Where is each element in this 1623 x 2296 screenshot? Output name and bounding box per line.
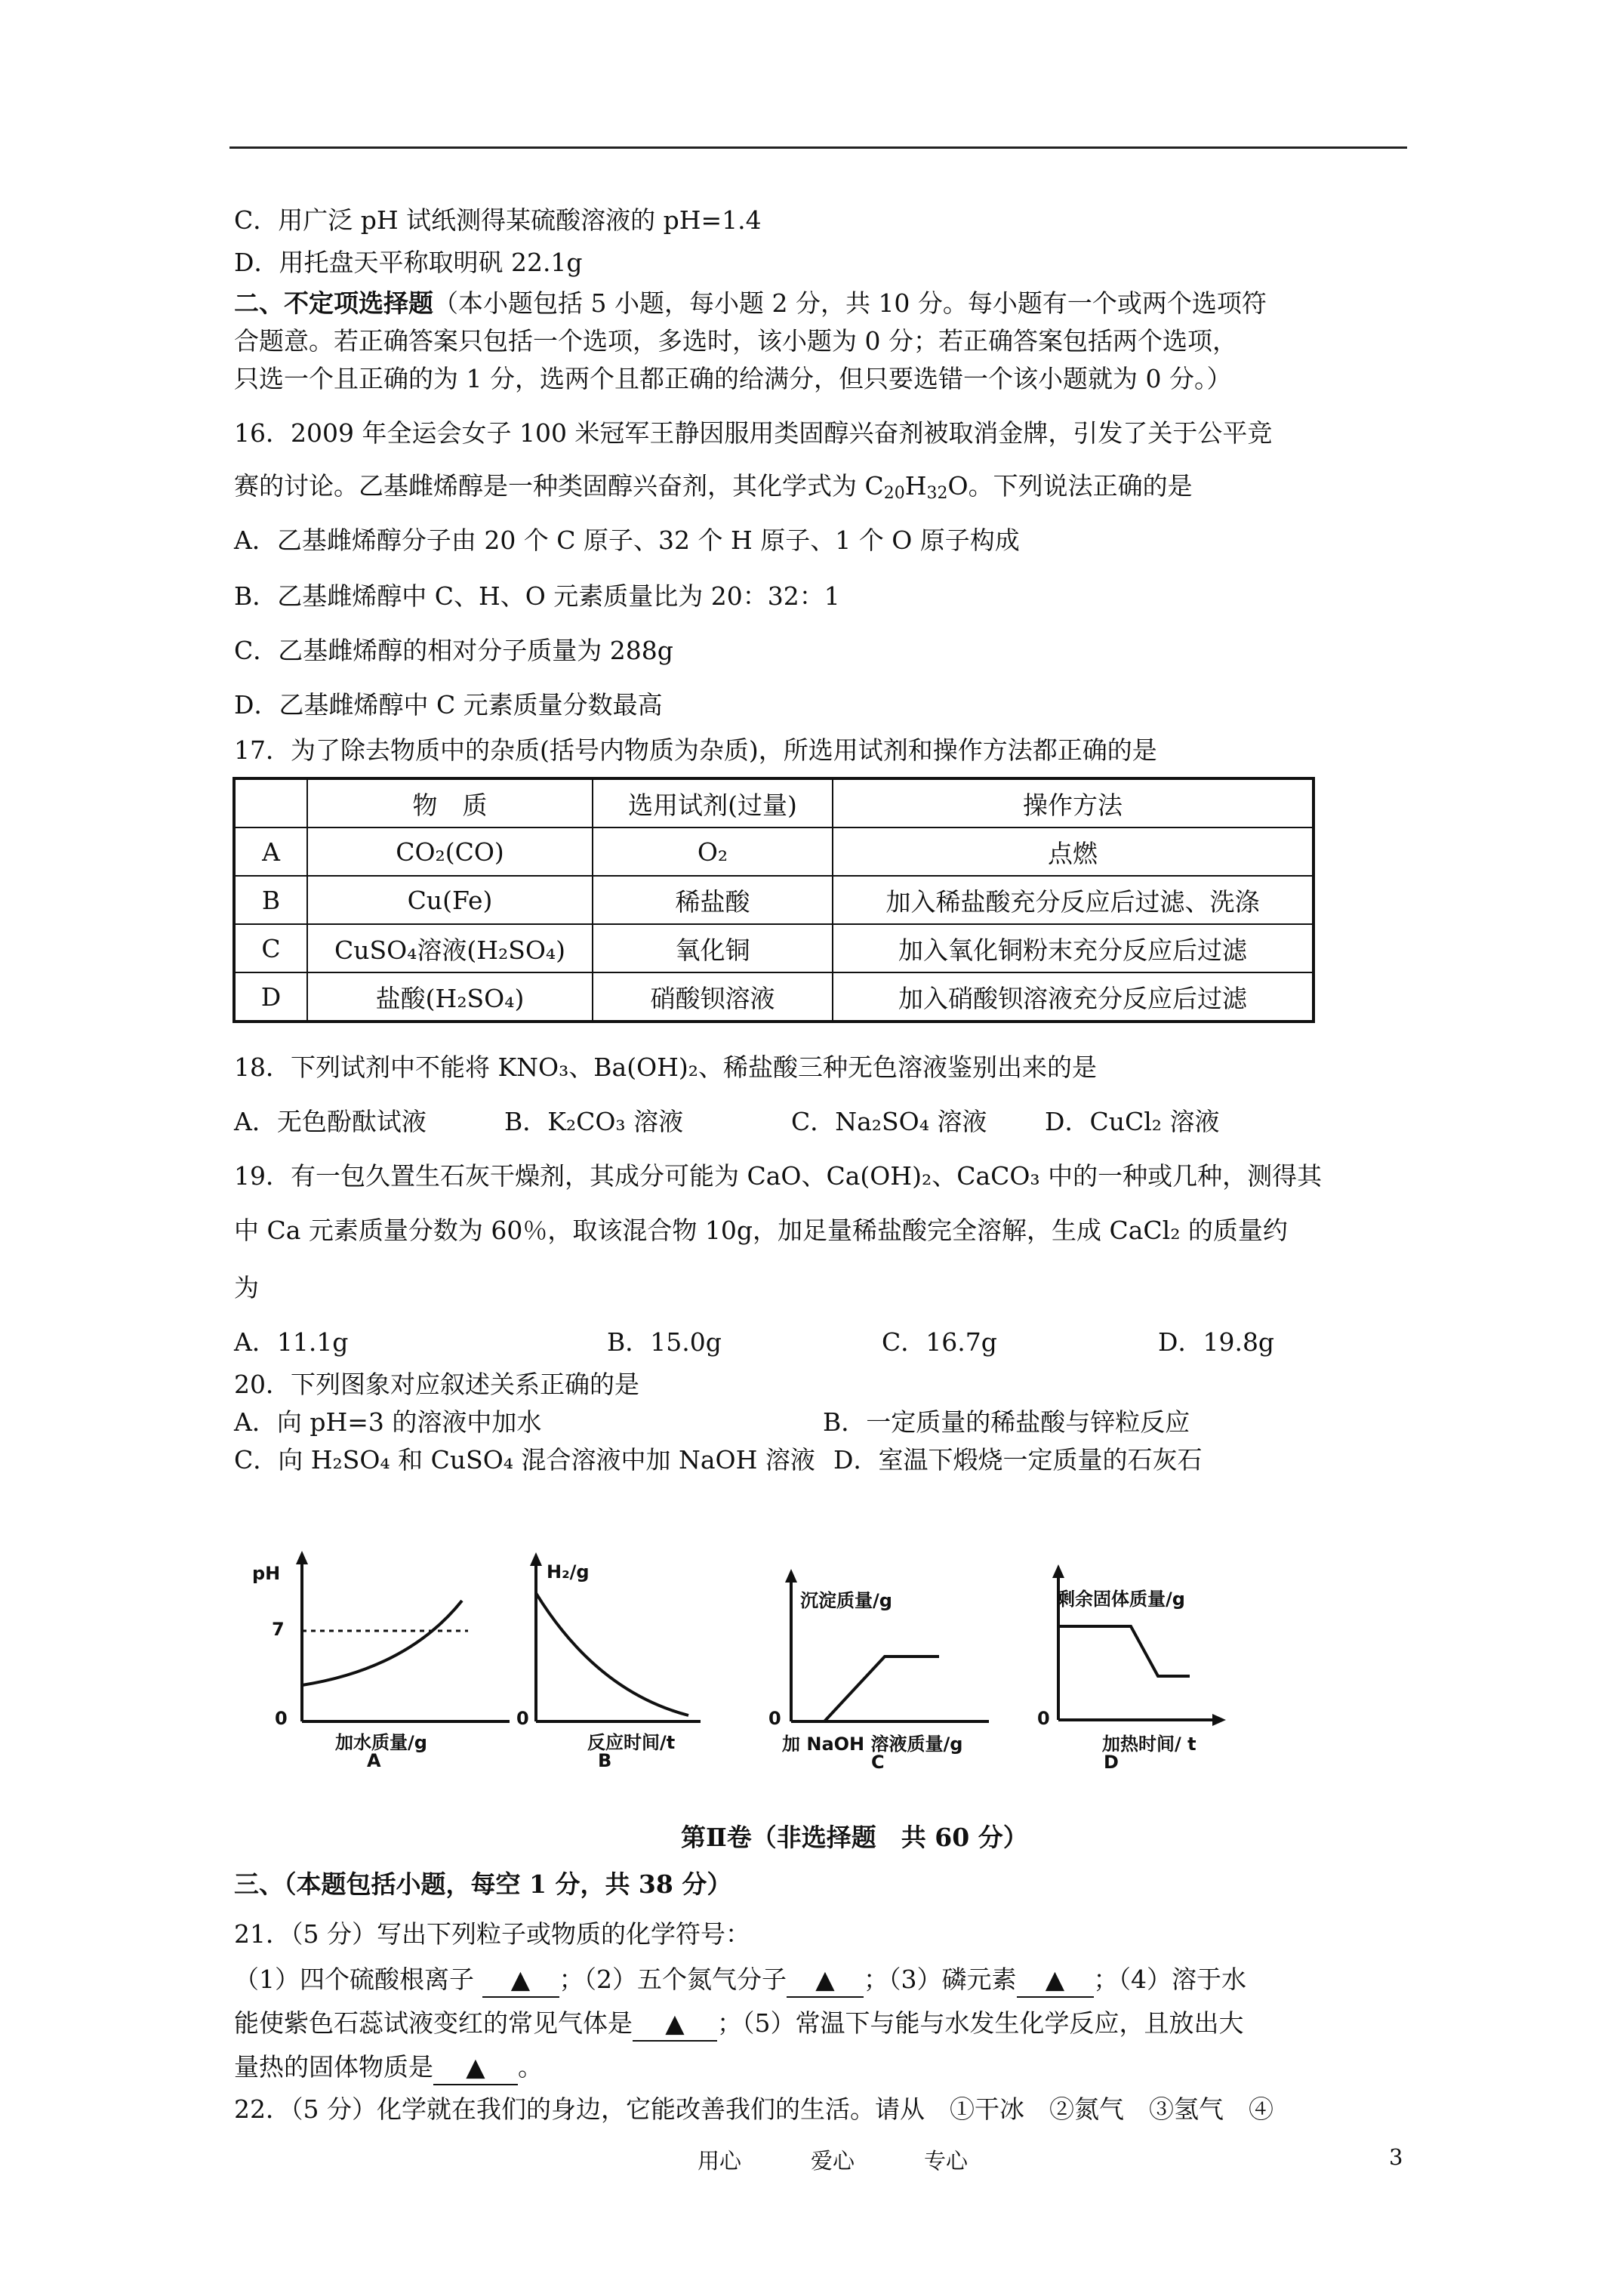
q17-table xyxy=(233,777,1315,1023)
table-cell: B xyxy=(234,876,307,924)
q16-option-d: D．乙基雌烯醇中 C 元素质量分数最高 xyxy=(234,690,663,720)
table-row xyxy=(234,972,1313,1022)
q15-option-c: C．用广泛 pH 试纸测得某硫酸溶液的 pH=1.4 xyxy=(234,205,762,235)
table-cell: 点燃 xyxy=(833,827,1313,876)
graph-b-xlabel: 反应时间/t xyxy=(587,1732,676,1753)
table-cell: A xyxy=(234,827,307,876)
part2-heading: 第Ⅱ卷（非选择题 共 60 分） xyxy=(681,1823,1028,1852)
footer-text-1: 用心 xyxy=(698,2148,742,2174)
graph-c-ylabel: 沉淀质量/g xyxy=(800,1590,892,1611)
answer-blank-5[interactable]: ▲ xyxy=(433,2051,518,2085)
table-cell: O₂ xyxy=(593,827,833,876)
q21-part-1: （1）四个硫酸根离子 xyxy=(234,1965,474,1994)
q16-formula-h-sub: 32 xyxy=(926,484,948,503)
graph-c-letter: C xyxy=(871,1752,885,1773)
answer-blank-2[interactable]: ▲ xyxy=(787,1963,864,1998)
q16-stem-2-e: O。下列说法正确的是 xyxy=(947,471,1193,501)
section2-desc-2: 合题意。若正确答案只包括一个选项，多选时，该小题为 0 分；若正确答案包括两个选项， xyxy=(234,326,1237,356)
q15-option-d: D．用托盘天平称取明矾 22.1g xyxy=(234,248,583,277)
q20-option-d: D．室温下煅烧一定质量的石灰石 xyxy=(833,1445,1203,1475)
graph-c xyxy=(762,1540,1049,1773)
section2-title: 二、不定项选择题 xyxy=(234,288,433,318)
graph-a-xlabel: 加水质量/g xyxy=(335,1732,427,1753)
table-cell: CuSO₄溶液(H₂SO₄) xyxy=(307,924,593,972)
q19-stem-2: 中 Ca 元素质量分数为 60％，取该混合物 10g，加足量稀盐酸完全溶解，生成 CaCl₂ 的质量约 xyxy=(234,1216,1288,1245)
q16-stem-1: 16．2009 年全运会女子 100 米冠军王静因服用类固醇兴奋剂被取消金牌，引发了关于公平竞 xyxy=(234,418,1273,448)
q16-formula-c-sub: 20 xyxy=(883,484,905,503)
q19-option-b: B．15.0g xyxy=(607,1327,722,1357)
q19-stem-3: 为 xyxy=(234,1273,259,1302)
section2-desc: （本小题包括 5 小题，每小题 2 分，共 10 分。每小题有一个或两个选项符 xyxy=(433,288,1267,318)
section2-desc-3: 只选一个且正确的为 1 分，选两个且都正确的给满分，但只要选错一个该小题就为 0 分。） xyxy=(234,364,1232,393)
table-cell: 硝酸钡溶液 xyxy=(593,972,833,1022)
q21-part-2: ；（2）五个氮气分子 xyxy=(559,1965,787,1994)
table-row xyxy=(234,876,1313,924)
q18-option-c: C．Na₂SO₄ 溶液 xyxy=(791,1107,987,1136)
q20-option-a: A．向 pH=3 的溶液中加水 xyxy=(234,1407,542,1437)
page-number: 3 xyxy=(1389,2144,1403,2170)
table-header-cell: 操作方法 xyxy=(833,778,1313,827)
q21-part-5: 能使紫色石蕊试液变红的常见气体是 xyxy=(234,2008,633,2038)
graph-b-origin: 0 xyxy=(516,1708,529,1729)
q19-option-d: D．19.8g xyxy=(1158,1327,1275,1357)
header-rule xyxy=(229,146,1407,149)
q22-stem: 22．（5 分）化学就在我们的身边，它能改善我们的生活。请从 ①干冰 ②氮气 ③氢气 ④ xyxy=(234,2094,1273,2124)
q21-part-6: ；（5）常温下与能与水发生化学反应，且放出大 xyxy=(717,2008,1244,2038)
graph-d-origin: 0 xyxy=(1037,1708,1050,1729)
q20-option-b: B．一定质量的稀盐酸与锌粒反应 xyxy=(823,1407,1190,1437)
q19-option-a: A．11.1g xyxy=(234,1327,349,1357)
graph-d xyxy=(1034,1540,1321,1773)
table-cell: 稀盐酸 xyxy=(593,876,833,924)
graph-a-letter: A xyxy=(367,1750,381,1771)
graph-c-xlabel: 加 NaOH 溶液质量/g xyxy=(782,1734,963,1755)
q20-stem: 20．下列图象对应叙述关系正确的是 xyxy=(234,1370,639,1399)
graph-d-ylabel: 剩余固体质量/g xyxy=(1057,1589,1185,1610)
q20-option-c: C．向 H₂SO₄ 和 CuSO₄ 混合溶液中加 NaOH 溶液 xyxy=(234,1445,815,1475)
table-cell: 加入硝酸钡溶液充分反应后过滤 xyxy=(833,972,1313,1022)
q16-option-c: C．乙基雌烯醇的相对分子质量为 288g xyxy=(234,636,673,665)
graph-d-letter: D xyxy=(1104,1752,1119,1773)
q18-stem: 18．下列试剂中不能将 KNO₃、Ba(OH)₂、稀盐酸三种无色溶液鉴别出来的是 xyxy=(234,1052,1098,1082)
q16-stem-2-a: 赛的讨论。乙基雌烯醇是一种类固醇兴奋剂，其化学式为 C xyxy=(234,471,884,501)
graph-b-letter: B xyxy=(598,1750,612,1771)
q19-option-c: C．16.7g xyxy=(882,1327,997,1357)
graph-a-origin: 0 xyxy=(275,1708,288,1729)
graph-a xyxy=(242,1540,528,1771)
footer-text-2: 爱心 xyxy=(811,2148,855,2174)
answer-blank-3[interactable]: ▲ xyxy=(1017,1963,1094,1998)
table-cell: C xyxy=(234,924,307,972)
q21-line-2 xyxy=(234,2007,1244,2042)
graph-d-xlabel: 加热时间/ t xyxy=(1102,1734,1196,1755)
q21-part-7: 量热的固体物质是 xyxy=(234,2052,433,2082)
q21-stem: 21．（5 分）写出下列粒子或物质的化学符号： xyxy=(234,1919,750,1949)
section3-heading: 三、（本题包括小题，每空 1 分，共 38 分） xyxy=(234,1869,732,1899)
q19-stem-1: 19．有一包久置生石灰干燥剂，其成分可能为 CaO、Ca(OH)₂、CaCO₃ 中的一种或几种，测得其 xyxy=(234,1161,1323,1191)
table-cell: CO₂(CO) xyxy=(307,827,593,876)
q16-option-b: B．乙基雌烯醇中 C、H、O 元素质量比为 20：32：1 xyxy=(234,581,840,611)
table-row xyxy=(234,827,1313,876)
q21-part-8: 。 xyxy=(518,2052,543,2082)
table-cell: Cu(Fe) xyxy=(307,876,593,924)
q18-option-b: B．K₂CO₃ 溶液 xyxy=(504,1107,684,1136)
table-cell: 盐酸(H₂SO₄) xyxy=(307,972,593,1022)
q17-stem: 17．为了除去物质中的杂质(括号内物质为杂质)，所选用试剂和操作方法都正确的是 xyxy=(234,735,1157,765)
q21-line-1 xyxy=(234,1963,1246,1998)
table-header-cell: 选用试剂(过量) xyxy=(593,778,833,827)
q16-option-a: A．乙基雌烯醇分子由 20 个 C 原子、32 个 H 原子、1 个 O 原子构成 xyxy=(234,525,1020,555)
q16-formula-h: H xyxy=(904,471,927,501)
table-cell: 加入稀盐酸充分反应后过滤、洗涤 xyxy=(833,876,1313,924)
table-header-cell: 物 质 xyxy=(307,778,593,827)
table-row xyxy=(234,924,1313,972)
graph-b xyxy=(513,1540,800,1771)
q18-option-d: D．CuCl₂ 溶液 xyxy=(1045,1107,1220,1136)
footer-text-3: 专心 xyxy=(924,2148,969,2174)
graph-a-tick-7: 7 xyxy=(272,1619,285,1640)
graph-a-ylabel: pH xyxy=(252,1563,281,1584)
answer-blank-4[interactable]: ▲ xyxy=(633,2007,717,2042)
q21-part-4: ；（4）溶于水 xyxy=(1093,1965,1246,1994)
table-header-cell xyxy=(234,778,307,827)
table-header-row xyxy=(234,778,1313,827)
q16-stem-2 xyxy=(234,470,1193,503)
answer-blank-1[interactable]: ▲ xyxy=(482,1963,559,1998)
table-cell: 氧化铜 xyxy=(593,924,833,972)
graph-c-origin: 0 xyxy=(768,1708,781,1729)
table-cell: D xyxy=(234,972,307,1022)
q21-line-3 xyxy=(234,2051,543,2085)
graph-b-ylabel: H₂/g xyxy=(547,1561,590,1583)
table-cell: 加入氧化铜粉末充分反应后过滤 xyxy=(833,924,1313,972)
q18-option-a: A．无色酚酞试液 xyxy=(234,1107,427,1136)
section2-heading xyxy=(234,287,1267,320)
q21-part-3: ；（3）磷元素 xyxy=(864,1965,1017,1994)
